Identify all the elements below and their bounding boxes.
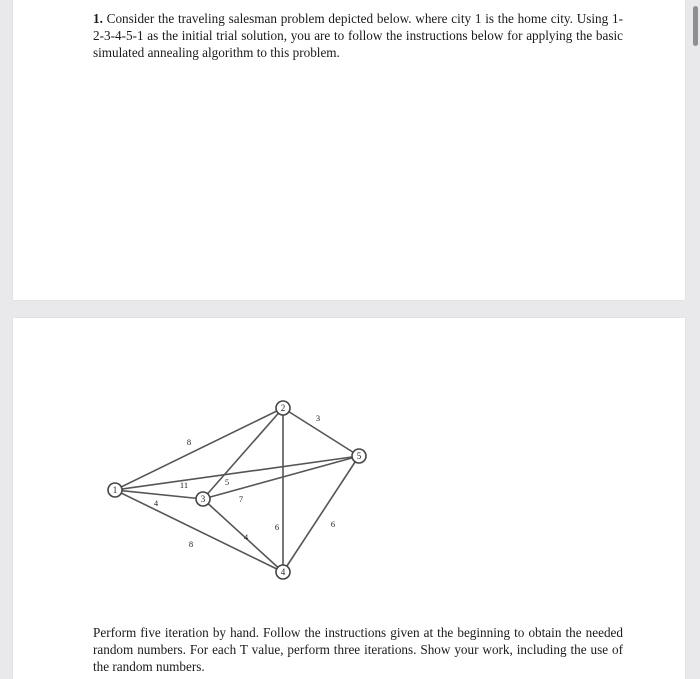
node-3 xyxy=(196,492,210,506)
scrollbar[interactable] xyxy=(693,6,698,46)
problem-number: 1. xyxy=(93,11,103,26)
node-4 xyxy=(276,565,290,579)
weight-1-5: 11 xyxy=(179,480,189,490)
node-label-5: 5 xyxy=(356,451,362,461)
problem-statement xyxy=(93,10,623,61)
page-1 xyxy=(13,0,685,300)
node-label-3: 3 xyxy=(200,494,206,504)
problem-text: Consider the traveling salesman problem depicted below. where city 1 is the home city. Using 1-2-3-4-5-1 as the initial trial solution, you are to follow the instructions below for applying the basic simulated annealing algorithm to this problem. xyxy=(93,11,623,60)
weight-3-5: 7 xyxy=(238,494,244,504)
weight-4-5: 6 xyxy=(330,519,336,529)
node-1 xyxy=(108,483,122,497)
weight-3-4: 4 xyxy=(243,532,249,542)
weight-2-3: 5 xyxy=(224,477,230,487)
weight-2-5: 3 xyxy=(315,413,321,423)
node-label-1: 1 xyxy=(112,485,118,495)
edge-2-5 xyxy=(283,408,359,456)
weight-1-2: 8 xyxy=(186,437,192,447)
weight-1-4: 8 xyxy=(188,539,194,549)
weight-1-3: 4 xyxy=(153,498,159,508)
node-5 xyxy=(352,449,366,463)
node-label-2: 2 xyxy=(280,403,286,413)
tsp-graph xyxy=(13,318,685,608)
edge-2-3 xyxy=(203,408,283,499)
node-label-4: 4 xyxy=(280,567,286,577)
node-2 xyxy=(276,401,290,415)
weight-2-4: 6 xyxy=(274,522,280,532)
instructions-paragraph: Perform five iteration by hand. Follow the instructions given at the beginning to obtain the needed random numbers. For each T value, perform three iterations. Show your work, including the use of the random numbers. xyxy=(93,625,623,674)
page-2 xyxy=(13,318,685,679)
edge-1-3 xyxy=(115,490,203,499)
